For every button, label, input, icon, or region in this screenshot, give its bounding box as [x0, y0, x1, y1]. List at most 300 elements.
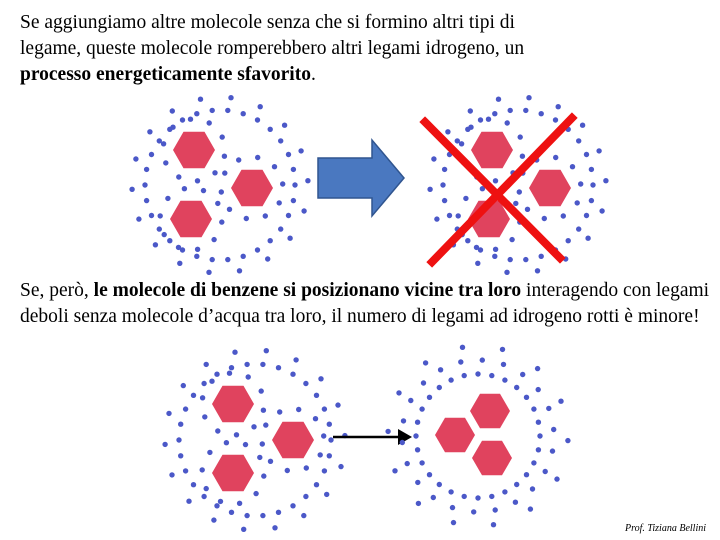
paragraph-bottom-start: Se, però,: [20, 280, 94, 301]
water-molecule-dot: [514, 385, 519, 390]
water-molecule-dot: [458, 359, 463, 364]
water-molecule-dot: [180, 247, 185, 252]
water-molecule-dot: [413, 433, 418, 438]
benzene-hexagon-icon: [231, 170, 273, 206]
water-molecule-dot: [264, 348, 269, 353]
water-molecule-dot: [268, 127, 273, 132]
water-molecule-dot: [514, 482, 519, 487]
benzene-hexagon-icon: [212, 386, 254, 422]
water-molecule-dot: [318, 376, 323, 381]
water-molecule-dot: [278, 138, 283, 143]
water-molecule-dot: [129, 187, 134, 192]
water-molecule-dot: [427, 395, 432, 400]
water-molecule-dot: [251, 424, 256, 429]
water-molecule-dot: [149, 152, 154, 157]
water-molecule-dot: [198, 97, 203, 102]
water-molecule-dot: [278, 226, 283, 231]
benzene-hexagon-icon: [529, 170, 571, 206]
water-molecule-dot: [210, 108, 215, 113]
water-molecule-dot: [286, 152, 291, 157]
water-molecule-dot: [241, 254, 246, 259]
water-molecule-dot: [486, 117, 491, 122]
water-molecule-dot: [496, 97, 501, 102]
water-molecule-dot: [427, 472, 432, 477]
water-molecule-dot: [291, 167, 296, 172]
water-molecule-dot: [167, 238, 172, 243]
cluster-dispersed-benzene: [129, 95, 310, 275]
water-molecule-dot: [180, 117, 185, 122]
water-molecule-dot: [210, 257, 215, 262]
water-molecule-dot: [188, 117, 193, 122]
water-molecule-dot: [157, 138, 162, 143]
water-molecule-dot: [225, 257, 230, 262]
water-molecule-dot: [153, 242, 158, 247]
water-molecule-dot: [215, 201, 220, 206]
water-molecule-dot: [218, 499, 223, 504]
water-molecule-dot: [396, 390, 401, 395]
water-molecule-dot: [478, 247, 483, 252]
water-molecule-dot: [437, 482, 442, 487]
water-molecule-dot: [520, 372, 525, 377]
water-molecule-dot: [438, 367, 443, 372]
water-molecule-dot: [442, 198, 447, 203]
water-molecule-dot: [528, 506, 533, 511]
water-molecule-dot: [246, 374, 251, 379]
water-molecule-dot: [241, 527, 246, 532]
water-molecule-dot: [182, 186, 187, 191]
paragraph-bottom-bold: le molecole di benzene si posizionano vicine tra loro: [93, 280, 522, 301]
water-molecule-dot: [260, 513, 265, 518]
water-molecule-dot: [536, 447, 541, 452]
water-molecule-dot: [585, 236, 590, 241]
water-molecule-dot: [539, 111, 544, 116]
water-molecule-dot: [255, 247, 260, 252]
water-molecule-dot: [222, 154, 227, 159]
benzene-hexagon-icon: [170, 201, 212, 237]
water-molecule-dot: [338, 464, 343, 469]
water-molecule-dot: [445, 129, 450, 134]
water-molecule-dot: [303, 494, 308, 499]
water-molecule-dot: [419, 460, 424, 465]
water-molecule-dot: [536, 420, 541, 425]
water-molecule-dot: [236, 157, 241, 162]
water-molecule-dot: [144, 167, 149, 172]
water-molecule-dot: [561, 213, 566, 218]
water-molecule-dot: [291, 198, 296, 203]
water-molecule-dot: [255, 117, 260, 122]
water-molecule-dot: [504, 270, 509, 275]
water-molecule-dot: [229, 510, 234, 515]
water-molecule-dot: [305, 178, 310, 183]
water-molecule-dot: [558, 399, 563, 404]
water-molecule-dot: [214, 372, 219, 377]
water-molecule-dot: [200, 395, 205, 400]
benzene-hexagon-icon: [173, 132, 215, 168]
water-molecule-dot: [327, 453, 332, 458]
water-molecule-dot: [276, 365, 281, 370]
water-molecule-dot: [206, 270, 211, 275]
water-molecule-dot: [468, 108, 473, 113]
water-molecule-dot: [322, 406, 327, 411]
water-molecule-dot: [220, 134, 225, 139]
water-molecule-dot: [204, 486, 209, 491]
water-molecule-dot: [415, 420, 420, 425]
water-molecule-dot: [462, 494, 467, 499]
water-molecule-dot: [596, 148, 601, 153]
water-molecule-dot: [176, 174, 181, 179]
water-molecule-dot: [513, 500, 518, 505]
water-molecule-dot: [578, 181, 583, 186]
water-molecule-dot: [448, 377, 453, 382]
water-molecule-dot: [176, 437, 181, 442]
water-molecule-dot: [491, 522, 496, 527]
water-molecule-dot: [335, 402, 340, 407]
water-molecule-dot: [268, 238, 273, 243]
water-molecule-dot: [263, 422, 268, 427]
water-molecule-dot: [440, 182, 445, 187]
water-molecule-dot: [524, 395, 529, 400]
water-molecule-dot: [259, 388, 264, 393]
water-molecule-dot: [301, 513, 306, 518]
water-molecule-dot: [177, 261, 182, 266]
water-molecule-dot: [584, 152, 589, 157]
water-molecule-dot: [186, 499, 191, 504]
water-molecule-dot: [277, 200, 282, 205]
water-molecule-dot: [178, 422, 183, 427]
water-molecule-dot: [493, 178, 498, 183]
water-molecule-dot: [524, 472, 529, 477]
water-molecule-dot: [298, 148, 303, 153]
water-molecule-dot: [415, 480, 420, 485]
water-molecule-dot: [566, 238, 571, 243]
water-molecule-dot: [314, 393, 319, 398]
water-molecule-dot: [535, 366, 540, 371]
water-molecule-dot: [276, 510, 281, 515]
water-molecule-dot: [543, 469, 548, 474]
water-molecule-dot: [157, 226, 162, 231]
water-molecule-dot: [419, 406, 424, 411]
water-molecule-dot: [303, 381, 308, 386]
water-molecule-dot: [431, 156, 436, 161]
water-molecule-dot: [225, 108, 230, 113]
water-molecule-dot: [536, 387, 541, 392]
water-molecule-dot: [244, 216, 249, 221]
paragraph-top-line2: legame, queste molecole romperebbero altri legami idrogeno, un: [20, 38, 525, 59]
water-molecule-dot: [447, 213, 452, 218]
water-molecule-dot: [272, 525, 277, 530]
water-molecule-dot: [195, 247, 200, 252]
water-molecule-dot: [520, 154, 525, 159]
water-molecule-dot: [167, 127, 172, 132]
water-molecule-dot: [584, 213, 589, 218]
water-molecule-dot: [285, 468, 290, 473]
water-molecule-dot: [243, 442, 248, 447]
water-molecule-dot: [227, 371, 232, 376]
water-molecule-dot: [427, 187, 432, 192]
water-molecule-dot: [556, 104, 561, 109]
water-molecule-dot: [460, 345, 465, 350]
water-molecule-dot: [277, 409, 282, 414]
water-molecule-dot: [576, 138, 581, 143]
water-molecule-dot: [450, 505, 455, 510]
water-molecule-dot: [531, 460, 536, 465]
water-molecule-dot: [509, 237, 514, 242]
water-molecule-dot: [542, 216, 547, 221]
water-molecule-dot: [165, 196, 170, 201]
water-molecule-dot: [480, 357, 485, 362]
water-molecule-dot: [201, 494, 206, 499]
water-molecule-dot: [530, 486, 535, 491]
water-molecule-dot: [463, 196, 468, 201]
water-molecule-dot: [493, 507, 498, 512]
water-molecule-dot: [565, 438, 570, 443]
water-molecule-dot: [142, 182, 147, 187]
water-molecule-dot: [318, 452, 323, 457]
water-molecule-dot: [405, 461, 410, 466]
water-molecule-dot: [194, 111, 199, 116]
water-molecule-dot: [215, 428, 220, 433]
water-molecule-dot: [258, 104, 263, 109]
water-molecule-dot: [448, 489, 453, 494]
water-molecule-dot: [513, 201, 518, 206]
water-molecule-dot: [327, 422, 332, 427]
water-molecule-dot: [272, 164, 277, 169]
water-molecule-dot: [589, 198, 594, 203]
water-molecule-dot: [437, 385, 442, 390]
water-molecule-dot: [321, 433, 326, 438]
water-molecule-dot: [475, 261, 480, 266]
water-molecule-dot: [580, 123, 585, 128]
water-molecule-dot: [257, 455, 262, 460]
water-molecule-dot: [244, 513, 249, 518]
water-molecule-dot: [493, 247, 498, 252]
water-molecule-dot: [415, 447, 420, 452]
water-molecule-dot: [505, 120, 510, 125]
water-molecule-dot: [166, 411, 171, 416]
water-molecule-dot: [324, 492, 329, 497]
water-molecule-dot: [550, 448, 555, 453]
water-molecule-dot: [554, 476, 559, 481]
water-molecule-dot: [136, 216, 141, 221]
water-molecule-dot: [149, 213, 154, 218]
water-molecule-dot: [328, 437, 333, 442]
block-arrow-icon: [318, 140, 404, 216]
water-molecule-dot: [590, 182, 595, 187]
paragraph-top-bold: processo energeticamente sfavorito: [20, 64, 311, 85]
water-molecule-dot: [195, 178, 200, 183]
water-molecule-dot: [261, 408, 266, 413]
cluster-unfavored: [427, 95, 608, 275]
paragraph-top-end: .: [310, 64, 316, 85]
water-molecule-dot: [492, 111, 497, 116]
water-molecule-dot: [183, 406, 188, 411]
water-molecule-dot: [575, 200, 580, 205]
water-molecule-dot: [502, 377, 507, 382]
water-molecule-dot: [421, 380, 426, 385]
water-molecule-dot: [224, 440, 229, 445]
cluster-dispersed-bottom: [162, 348, 347, 532]
water-molecule-dot: [535, 268, 540, 273]
paragraph-top-line1: Se aggiungiamo altre molecole senza che si formino altri tipi di: [20, 12, 515, 33]
water-molecule-dot: [451, 520, 456, 525]
water-molecule-dot: [144, 198, 149, 203]
water-molecule-dot: [456, 213, 461, 218]
water-molecule-dot: [525, 207, 530, 212]
water-molecule-dot: [207, 120, 212, 125]
water-molecule-dot: [211, 237, 216, 242]
water-molecule-dot: [162, 442, 167, 447]
water-molecule-dot: [416, 501, 421, 506]
water-molecule-dot: [523, 108, 528, 113]
water-molecule-dot: [523, 257, 528, 262]
water-molecule-dot: [314, 482, 319, 487]
water-molecule-dot: [253, 491, 258, 496]
water-molecule-dot: [392, 468, 397, 473]
water-molecule-dot: [518, 134, 523, 139]
water-molecule-dot: [322, 468, 327, 473]
water-molecule-dot: [263, 213, 268, 218]
water-molecule-dot: [222, 170, 227, 175]
water-molecule-dot: [282, 123, 287, 128]
paragraph-bottom-rest: interagendo con legami deboli senza molecole d’acqua tra loro, il numero di legami ad idrogeno rotti è minore!: [20, 280, 710, 327]
water-molecule-dot: [261, 473, 266, 478]
water-molecule-dot: [133, 156, 138, 161]
water-molecule-dot: [546, 406, 551, 411]
water-molecule-dot: [211, 517, 216, 522]
water-molecule-dot: [181, 383, 186, 388]
water-molecule-dot: [191, 393, 196, 398]
water-molecule-dot: [178, 453, 183, 458]
water-molecule-dot: [286, 213, 291, 218]
water-molecule-dot: [194, 254, 199, 259]
benzene-hexagon-icon: [435, 418, 475, 453]
water-molecule-dot: [228, 95, 233, 100]
water-molecule-dot: [229, 365, 234, 370]
water-molecule-dot: [169, 472, 174, 477]
water-molecule-dot: [423, 360, 428, 365]
water-molecule-dot: [170, 108, 175, 113]
water-molecule-dot: [232, 350, 237, 355]
water-molecule-dot: [553, 117, 558, 122]
water-molecule-dot: [489, 494, 494, 499]
water-molecule-dot: [551, 427, 556, 432]
water-molecule-dot: [290, 372, 295, 377]
water-molecule-dot: [293, 357, 298, 362]
water-molecule-dot: [475, 495, 480, 500]
water-molecule-dot: [502, 489, 507, 494]
water-molecule-dot: [400, 440, 405, 445]
water-molecule-dot: [492, 254, 497, 259]
water-molecule-dot: [158, 213, 163, 218]
benzene-hexagon-icon: [470, 394, 510, 429]
water-molecule-dot: [214, 503, 219, 508]
cluster-aggregated-benzene: [385, 345, 570, 528]
water-molecule-dot: [260, 441, 265, 446]
water-molecule-dot: [292, 182, 297, 187]
water-molecule-dot: [462, 373, 467, 378]
water-molecule-dot: [201, 188, 206, 193]
author-credit: Prof. Tiziana Bellini: [624, 523, 706, 534]
water-molecule-dot: [539, 254, 544, 259]
water-molecule-dot: [237, 268, 242, 273]
water-molecule-dot: [385, 429, 390, 434]
water-molecule-dot: [553, 155, 558, 160]
benzene-hexagon-icon: [212, 455, 254, 491]
water-molecule-dot: [508, 257, 513, 262]
water-molecule-dot: [526, 95, 531, 100]
water-molecule-dot: [589, 167, 594, 172]
water-molecule-dot: [234, 432, 239, 437]
water-molecule-dot: [265, 256, 270, 261]
water-molecule-dot: [244, 362, 249, 367]
water-molecule-dot: [241, 111, 246, 116]
water-molecule-dot: [500, 347, 505, 352]
water-molecule-dot: [147, 129, 152, 134]
water-molecule-dot: [478, 117, 483, 122]
water-molecule-dot: [163, 160, 168, 165]
water-molecule-dot: [204, 362, 209, 367]
water-molecule-dot: [280, 181, 285, 186]
water-molecule-dot: [313, 416, 318, 421]
water-molecule-dot: [255, 155, 260, 160]
water-molecule-dot: [408, 398, 413, 403]
water-molecule-dot: [431, 495, 436, 500]
water-molecule-dot: [599, 208, 604, 213]
water-molecule-dot: [603, 178, 608, 183]
water-molecule-dot: [296, 407, 301, 412]
benzene-hexagon-icon: [272, 422, 314, 458]
water-molecule-dot: [301, 208, 306, 213]
water-molecule-dot: [209, 379, 214, 384]
water-molecule-dot: [290, 503, 295, 508]
water-molecule-dot: [489, 373, 494, 378]
water-molecule-dot: [268, 459, 273, 464]
water-molecule-dot: [455, 138, 460, 143]
water-molecule-dot: [201, 381, 206, 386]
water-molecule-dot: [200, 467, 205, 472]
water-molecule-dot: [442, 167, 447, 172]
water-molecule-dot: [227, 207, 232, 212]
water-molecule-dot: [475, 371, 480, 376]
water-molecule-dot: [260, 362, 265, 367]
benzene-hexagon-icon: [472, 441, 512, 476]
water-molecule-dot: [576, 226, 581, 231]
water-molecule-dot: [219, 189, 224, 194]
water-molecule-dot: [202, 414, 207, 419]
water-molecule-dot: [517, 189, 522, 194]
water-molecule-dot: [162, 232, 167, 237]
water-molecule-dot: [508, 108, 513, 113]
water-molecule-dot: [287, 236, 292, 241]
water-molecule-dot: [183, 468, 188, 473]
water-molecule-dot: [434, 216, 439, 221]
water-molecule-dot: [570, 164, 575, 169]
water-molecule-dot: [465, 238, 470, 243]
water-molecule-dot: [237, 501, 242, 506]
benzene-hexagon-icon: [471, 132, 513, 168]
water-molecule-dot: [207, 450, 212, 455]
water-molecule-dot: [531, 406, 536, 411]
water-molecule-dot: [212, 170, 217, 175]
water-molecule-dot: [304, 465, 309, 470]
water-molecule-dot: [501, 362, 506, 367]
water-molecule-dot: [465, 127, 470, 132]
water-molecule-dot: [401, 418, 406, 423]
water-molecule-dot: [219, 219, 224, 224]
water-molecule-dot: [191, 482, 196, 487]
water-molecule-dot: [537, 433, 542, 438]
water-molecule-dot: [471, 509, 476, 514]
